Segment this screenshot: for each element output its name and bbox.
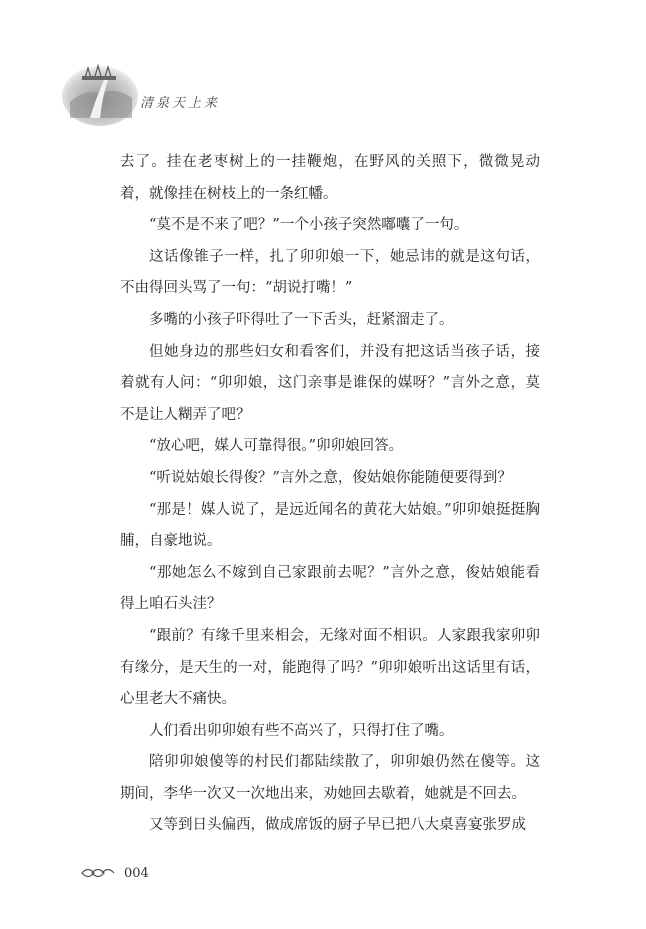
- body-text: [120, 147, 540, 842]
- page-footer: [80, 862, 149, 884]
- paragraph: “那是！媒人说了，是远近闻名的黄花大姑娘。”卯卯娘挺挺胸脯，自豪地说。: [120, 501, 540, 550]
- paragraph: 人们看出卯卯娘有些不高兴了，只得打住了嘴。: [149, 722, 454, 739]
- paragraph: 陪卯卯娘傻等的村民们都陆续散了，卯卯娘仍然在傻等。这期间，李华一次又一次地出来，劝她回去歇着，她就是不回去。: [120, 754, 540, 802]
- paragraph: “放心吧，媒人可靠得很。”卯卯娘回答。: [149, 438, 404, 455]
- paragraph: 但她身边的那些妇女和看客们，并没有把这话当孩子话，接着就有人问：“卯卯娘，这门亲事是谁保的媒呀？”言外之意，莫不是让人糊弄了吧？: [120, 343, 540, 423]
- page-number: 004: [124, 865, 149, 881]
- paragraph: “跟前？有缘千里来相会，无缘对面不相识。人家跟我家卯卯有缘分，是天生的一对，能跑得了吗？”卯卯娘听出这话里有话，心里老大不痛快。: [120, 627, 540, 708]
- paragraph: “莫不是不来了吧？”一个小孩子突然嘟囔了一句。: [149, 217, 469, 234]
- paragraph: 又等到日头偏西，做成席饭的厨子早已把八大桌喜宴张罗成: [149, 817, 526, 834]
- landscape-emblem-icon: [60, 58, 140, 128]
- paragraph: “那她怎么不嫁到自己家跟前去呢？”言外之意，俊姑娘能看得上咱石头洼？: [120, 564, 540, 613]
- paragraph: “听说姑娘长得俊？”言外之意，俊姑娘你能随便要得到？: [149, 469, 512, 486]
- paragraph: 多嘴的小孩子吓得吐了一下舌头，赶紧溜走了。: [149, 311, 454, 328]
- paragraph: 去了。挂在老枣树上的一挂鞭炮，在野风的关照下，微微晃动着，就像挂在树枝上的一条红幡。: [120, 154, 540, 202]
- book-title: 清泉天上来: [140, 96, 221, 111]
- leaf-ornament-icon: [80, 865, 116, 881]
- running-header: [60, 58, 280, 128]
- paragraph: 这话像锥子一样，扎了卯卯娘一下，她忌讳的就是这句话，不由得回头骂了一句：“胡说打嘴！”: [120, 248, 540, 297]
